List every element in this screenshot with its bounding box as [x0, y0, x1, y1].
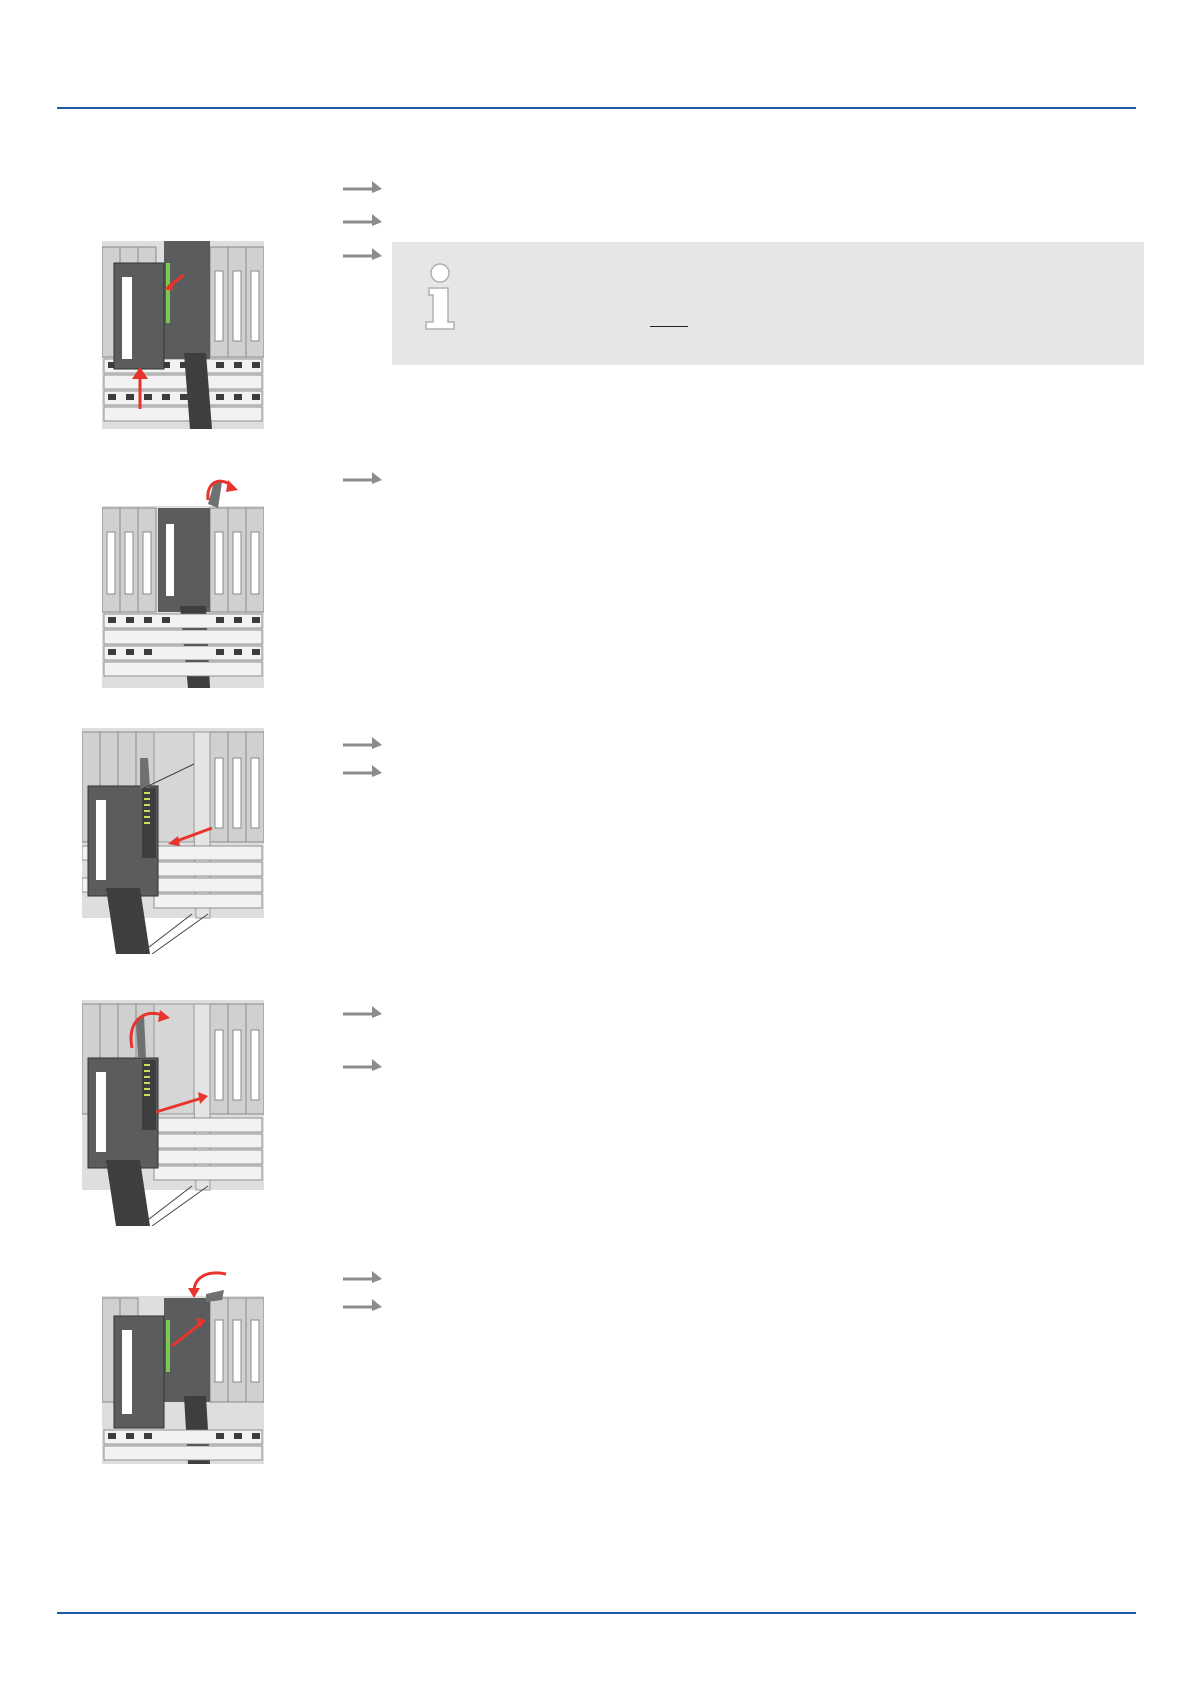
info-note: [392, 242, 1144, 365]
footer-rule: [57, 1612, 1136, 1614]
step-arrow-icon: [342, 763, 384, 777]
electronic-module-insert-illustration: [102, 241, 264, 429]
step-arrow-icon: [342, 470, 384, 484]
note-underline: [650, 326, 688, 327]
step-arrow-icon: [342, 1057, 384, 1071]
locking-lever-open-illustration: [102, 478, 264, 688]
step-arrow-icon: [342, 1004, 384, 1018]
module-slide-in-illustration: [82, 1000, 264, 1226]
header-rule: [57, 107, 1136, 109]
locking-lever-close-illustration: [102, 1264, 264, 1464]
step-arrow-icon: [342, 246, 384, 260]
step-arrow-icon: [342, 212, 384, 226]
info-icon: [420, 262, 460, 332]
step-arrow-icon: [342, 1269, 384, 1283]
module-pull-out-illustration: [82, 728, 264, 954]
step-arrow-icon: [342, 735, 384, 749]
step-arrow-icon: [342, 179, 384, 193]
step-arrow-icon: [342, 1297, 384, 1311]
